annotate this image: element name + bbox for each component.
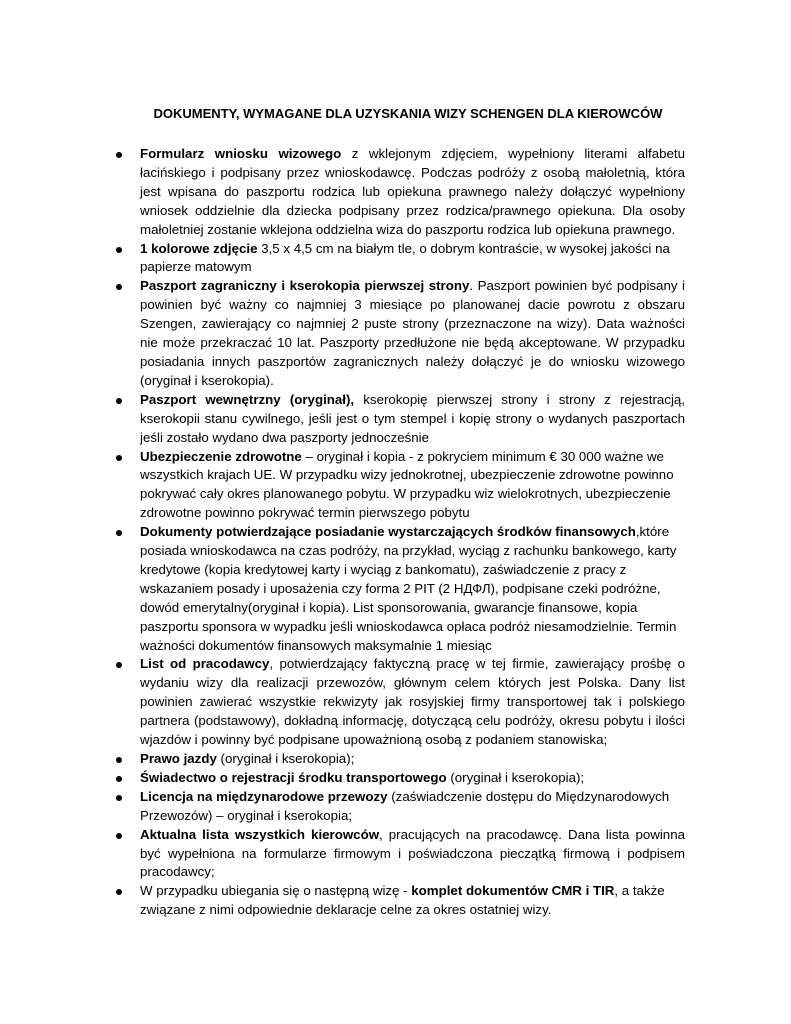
bullet-icon bbox=[116, 833, 122, 839]
item-heading: komplet dokumentów CMR i TIR bbox=[411, 883, 615, 899]
bullet-icon bbox=[116, 284, 122, 290]
item-text: . Paszport powinien być podpisany i powinien być ważny co najmniej 3 miesiące po planowanej dacie powrotu z obszaru Szengen, zawierający co najmniej 2 puste strony (przeznaczone na wizy). Data ważności nie może przekraczać 10 lat. Paszporty przedłużone nie będą akceptowane. W przypadku posiadania innych paszportów zagranicznych należy dołączyć je do wniosku wizowego (oryginał i kserokopia). bbox=[140, 278, 685, 388]
list-item bbox=[116, 448, 685, 524]
list-item bbox=[116, 655, 685, 750]
item-text: (oryginał i kserokopia); bbox=[216, 751, 355, 766]
item-text: , potwierdzający faktyczną pracę w tej firmie, zawierający prośbę o wydaniu wizy dla realizacji przewozów, głównym celem których jest Polska. Dany list powinien zawierać wszystkie rekwizyty jak rosyjskiej firmy transportowej tak i polskiego partnera (podstawowy), dokładną informację, dotyczącą celu podróży, okresu pobytu i ilości wjazdów i powinny być podpisane upoważnioną osobą z podaniem stanowiska; bbox=[140, 656, 685, 748]
item-text-prefix: W przypadku ubiegania się o następną wizę - bbox=[140, 883, 412, 899]
item-heading: Licencja na międzynarodowe przewozy bbox=[140, 788, 388, 804]
bullet-icon bbox=[116, 152, 122, 158]
list-item bbox=[116, 882, 685, 920]
list-item bbox=[116, 391, 685, 448]
bullet-icon bbox=[116, 398, 122, 404]
bullet-icon bbox=[116, 247, 122, 253]
item-heading: Aktualna lista wszystkich kierowców bbox=[140, 826, 380, 842]
item-text: (zaświadczenie dostępu do Międzynarodowych Przewozów) – oryginał i kserokopia; bbox=[140, 788, 670, 823]
item-heading: List od pracodawcy bbox=[140, 656, 270, 672]
bullet-icon bbox=[116, 530, 122, 536]
bullet-icon bbox=[116, 455, 122, 461]
item-heading: Ubezpieczenie zdrowotne bbox=[140, 448, 302, 464]
list-item bbox=[116, 277, 685, 390]
list-item bbox=[116, 788, 685, 826]
item-text: kserokopię pierwszej strony i strony z rejestracją, kserokopii stanu cywilnego, jeśli jest o tym stempel i kopię strony o wydanych paszportach jeśli zostało wydano dwa paszporty jednocześnie bbox=[140, 391, 685, 445]
list-item bbox=[116, 523, 685, 655]
bullet-icon bbox=[116, 757, 122, 763]
bullet-icon bbox=[116, 776, 122, 782]
item-heading: Prawo jazdy bbox=[140, 751, 217, 766]
item-text: 3,5 x 4,5 cm na białym tle, o dobrym kontraście, w wysokej jakości na papierze matowym bbox=[140, 240, 670, 275]
item-heading: Paszport wewnętrzny (oryginał), bbox=[140, 391, 355, 407]
item-text: – oryginał i kopia - z pokryciem minimum € 30 000 ważne we wszystkich krajach UE. W przypadku wizy jednokrotnej, ubezpieczenie zdrowotne powinno pokrywać cały okres planowanego pobytu. W przypadku wiz wielokrotnych, ubezpieczenie zdrowotne powinno pokrywać termin pierwszego pobytu bbox=[140, 448, 674, 521]
list-item bbox=[116, 750, 685, 769]
item-heading: 1 kolorowe zdjęcie bbox=[140, 240, 258, 256]
item-text: ,które posiada wnioskodawca na czas podróży, na przykład, wyciąg z rachunku bankowego, karty kredytowe (kopia kredytowej karty i wyciąg z bankomatu), zaświadczenie z pracy z wskazaniem posady i uposażenia czy forma 2 PIT (2 НДФЛ), podpisane czeki podróżne, dowód emerytalny(oryginał i kopia). List sponsorowania, gwarancje finansowe, kopia paszportu sponsora w wypadku jeśli wnioskodawca opłaca podróż niesamodzielnie. Termin ważności dokumentów finansowych maksymalnie 1 miesiąc bbox=[140, 524, 677, 653]
list-item bbox=[116, 826, 685, 883]
requirements-list bbox=[116, 145, 685, 920]
item-heading: Świadectwo o rejestracji środku transportowego bbox=[140, 769, 447, 785]
list-item bbox=[116, 769, 685, 788]
item-heading: Formularz wniosku wizowego bbox=[140, 146, 342, 161]
item-heading: Paszport zagraniczny i kserokopia pierwszej strony bbox=[140, 278, 470, 294]
item-text: , pracujących na pracodawcę. Dana lista powinna być wypełniona na formularze firmowym i poświadczona pieczątką firmową i podpisem pracodawcy; bbox=[140, 826, 685, 880]
list-item bbox=[116, 145, 685, 240]
item-heading: Dokumenty potwierdzające posiadanie wystarczających środków finansowych bbox=[140, 524, 636, 540]
bullet-icon bbox=[116, 795, 122, 801]
item-text: (oryginał i kserokopia); bbox=[446, 769, 585, 785]
bullet-icon bbox=[116, 662, 122, 668]
document-title: DOKUMENTY, WYMAGANE DLA UZYSKANIA WIZY SCHENGEN DLA KIEROWCÓW bbox=[153, 106, 663, 121]
item-text: z wklejonym zdjęciem, wypełniony literami alfabetu łacińskiego i podpisany przez wnioskodawcę. Podczas podróży z osobą małoletnią, która jest wpisana do paszportu rodzica lub opiekuna prawnego należy dołączyć wypełniony wniosek oddzielnie dla dziecka podpisany przez rodzica/prawnego opiekuna. Dla osoby małoletniej zostanie wklejona oddzielna wiza do paszportu rodzica lub opiekuna prawnego. bbox=[140, 146, 686, 237]
list-item bbox=[116, 240, 685, 278]
item-text: , a także związane z nimi odpowiednie deklaracje celne za okres ostatniej wizy. bbox=[140, 883, 665, 918]
bullet-icon bbox=[116, 889, 122, 895]
